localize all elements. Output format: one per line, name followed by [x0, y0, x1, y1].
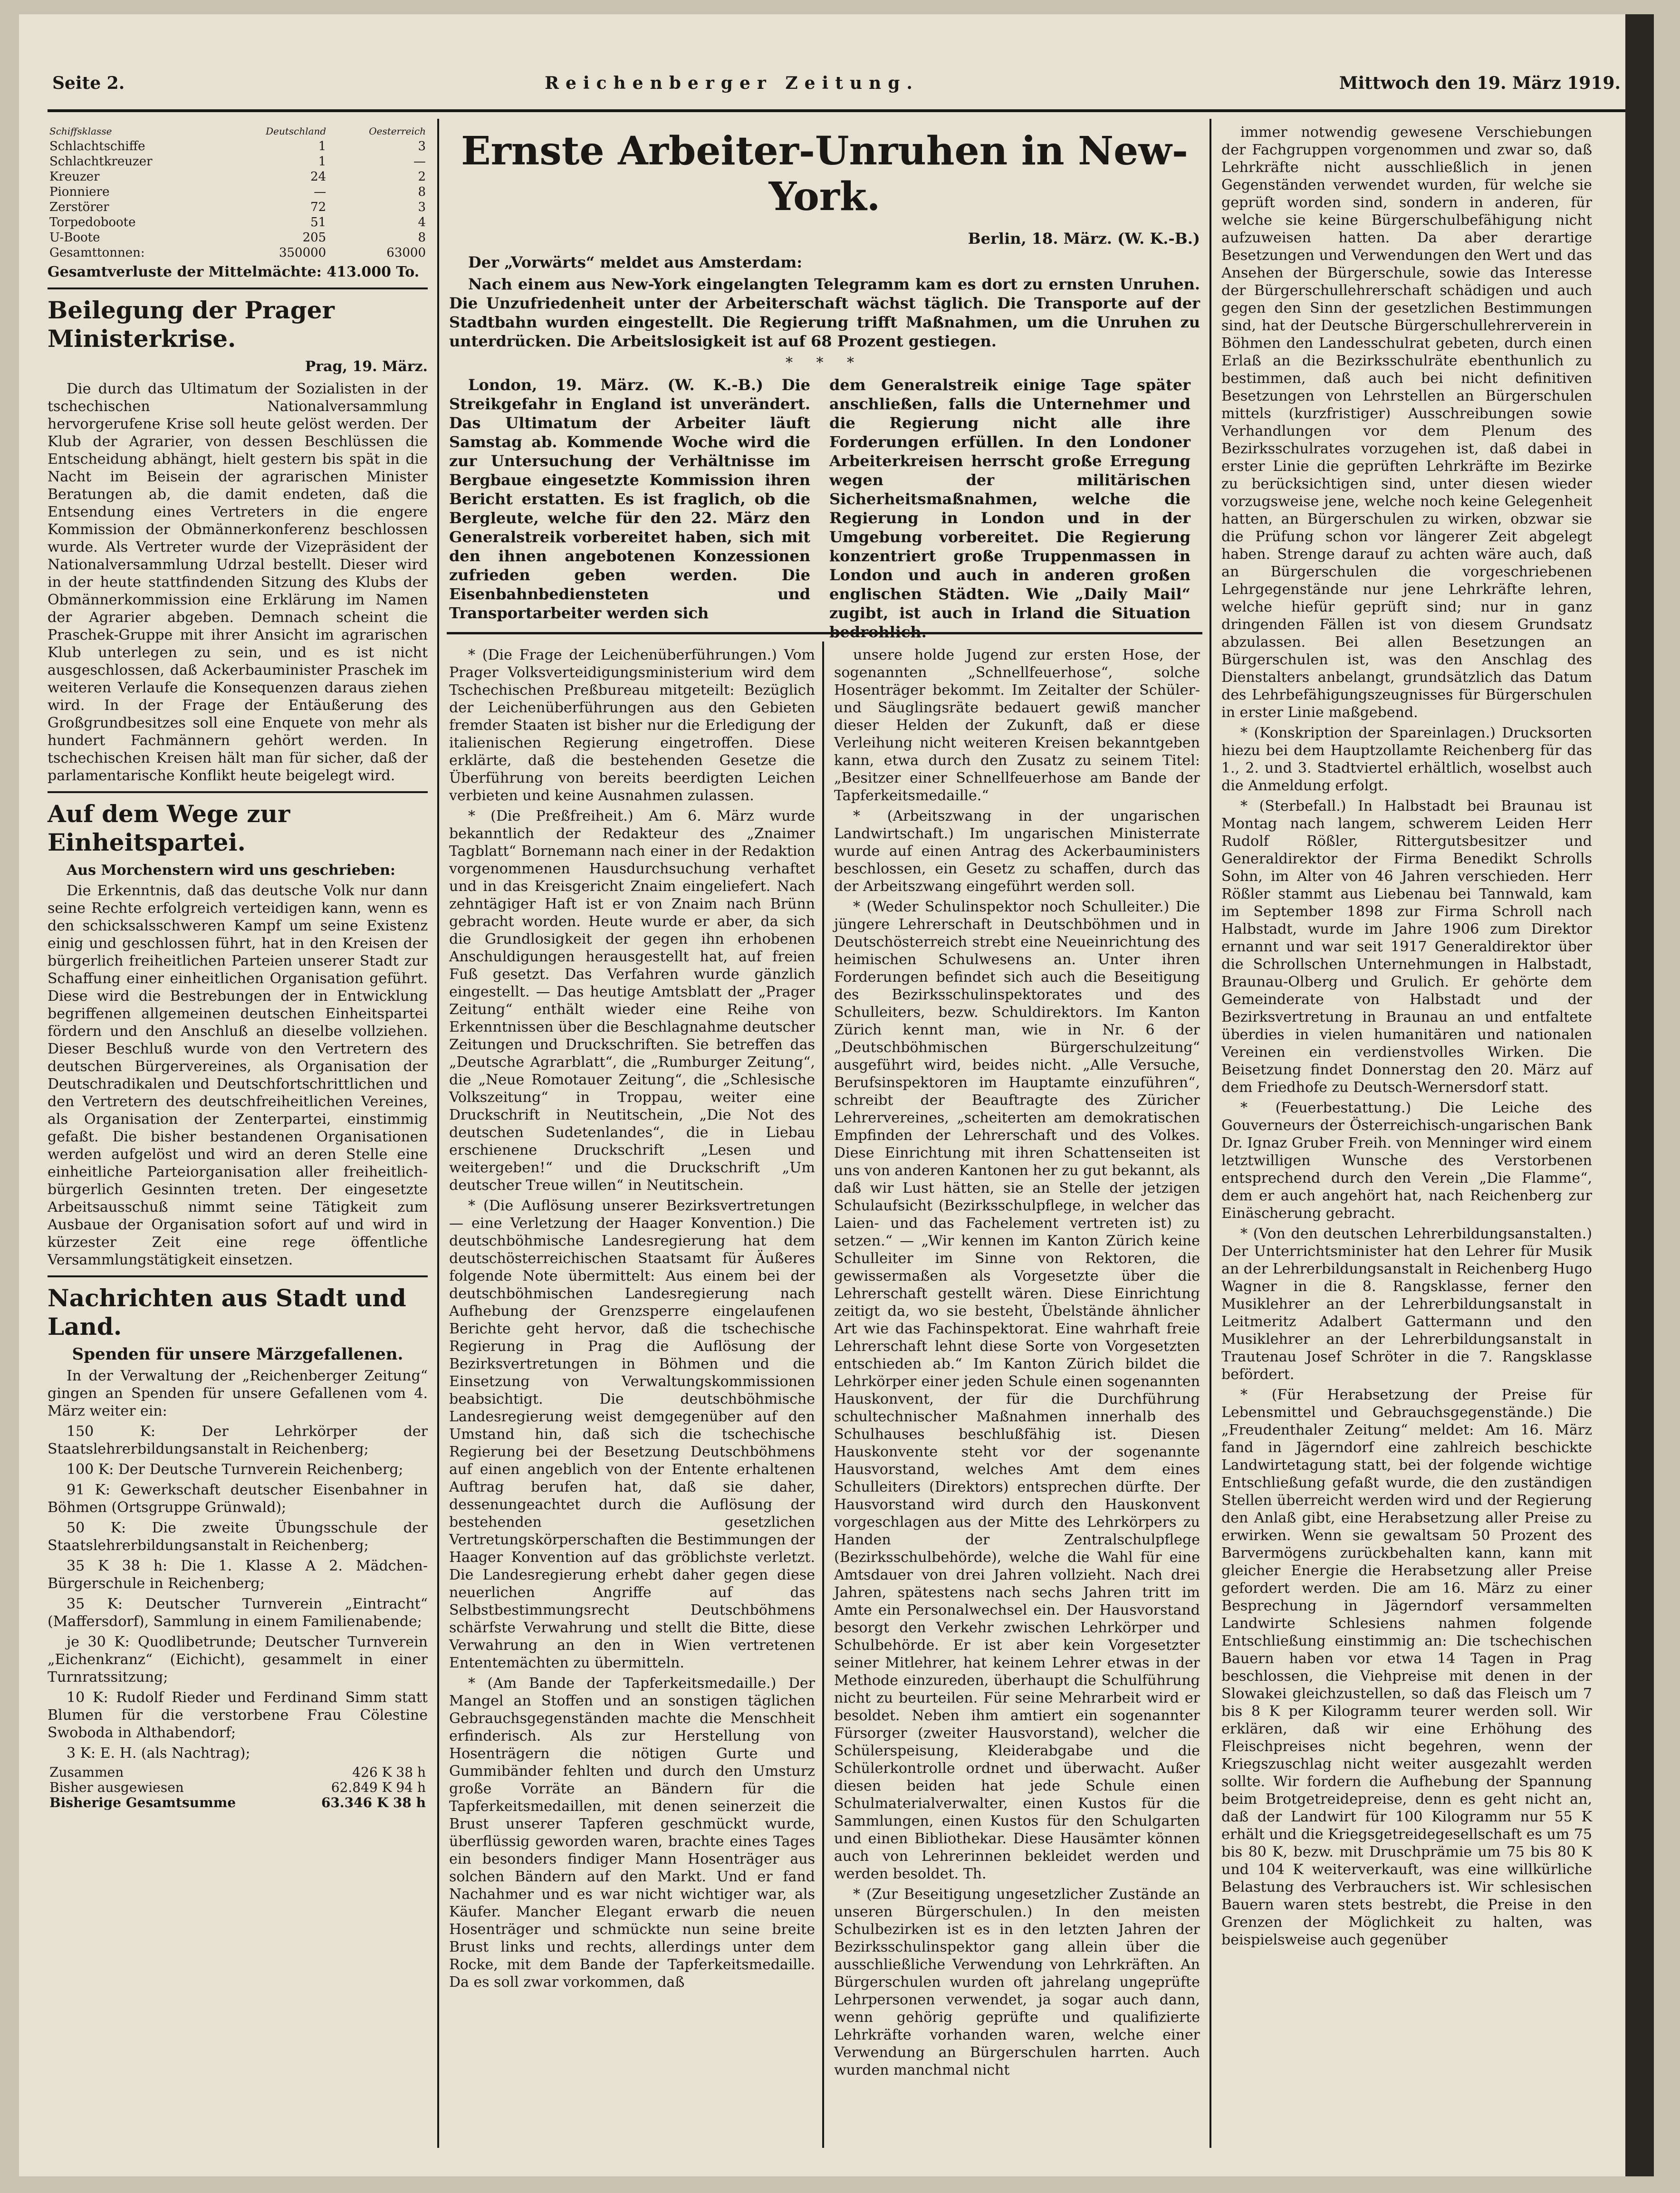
table-cell: 3 — [418, 139, 426, 153]
table-cell: 4 — [418, 215, 426, 230]
table-cell: Kreuzer — [49, 170, 100, 184]
table-header: Schiffsklasse — [49, 125, 112, 137]
article-heading: Auf dem Wege zur Einheitspartei. — [48, 800, 290, 856]
table-cell: 72 — [310, 200, 326, 214]
separator-stars: * * * — [785, 354, 864, 371]
article-text: Die durch das Ultimatum der Sozialisten in der tschechischen Nationalversammlung hervorgerufene Krise soll heute gelöst werden. Der Klub der Agrarier, von dessen Beschlüssen die Entscheidung abhängt, hielt gestern bis spät in die Nacht im Beisein der agrarischen Minister Beratungen ab, die damit endeten, daß die Entsendung eines Vertreters in die engere Kommission der Obmännerkonferenz beschlossen wurde. Als Vertreter wurde der Vizepräsident der Nationalversammlung Udrzal bestellt. Dieser wird in der heute stattfindenden Sitzung des Klubs der Obmännerkommission eine Erklärung im Namen der Agrarier abgeben. Demnach scheint die Praschek-Gruppe mit ihrer Ansicht im agrarischen Klub unterlegen zu sein, und es ist nicht ausgeschlossen, daß Ackerbauminister Praschek im weiteren Verlaufe die Konsequenzen daraus ziehen wird. In der Frage der Entäußerung des Großgrundbesitzes soll eine Enquete von mehr als hundert Fachmännern gehört werden. In tschechischen Kreisen hält man für sicher, daß der parlamentarische Konflikt heute beigelegt wird. — [48, 381, 428, 784]
newspaper-page — [19, 14, 1654, 2176]
donation-item: 91 K: Gewerkschaft deutscher Eisenbahner in Böhmen (Ortsgruppe Grünwald); — [48, 1482, 428, 1516]
table-cell: U-Boote — [49, 230, 100, 245]
london-report — [449, 375, 1190, 622]
donation-item: 100 K: Der Deutsche Turnverein Reichenberg; — [67, 1461, 403, 1478]
table-cell: 51 — [310, 215, 326, 230]
column-2 — [449, 646, 815, 2148]
london-text-left: London, 19. März. (W. K.-B.) Die Streikgefahr in England ist unverändert. Das Ultimatum der Arbeiter läuft Samstag ab. Kommende Woche wird die zur Untersuchung der Verhältnisse im Bergbaue eingesetzte Kommission ihren Bericht erstatten. Es ist fraglich, ob die Bergleute, welche für den 22. März den Generalstreik vorbereitet haben, sich mit den ihnen angebotenen Konzessionen zufrieden geben werden. Die Eisenbahnbediensteten und Transportarbeiter werden sich — [449, 376, 810, 622]
table-row — [48, 139, 428, 154]
table-cell: Zerstörer — [49, 200, 109, 214]
donation-item: 50 K: Die zweite Übungsschule der Staatslehrerbildungsanstalt in Reichenberg; — [48, 1520, 428, 1554]
page-header — [52, 62, 1621, 105]
table-row — [48, 154, 428, 169]
sum-value: 426 K 38 h — [352, 1764, 426, 1780]
prev-value: 62.849 K 94 h — [331, 1780, 426, 1795]
sum-label: Zusammen — [49, 1764, 124, 1780]
column-rule — [1210, 119, 1211, 2148]
table-cell: — — [413, 154, 426, 169]
table-cell: 2 — [418, 170, 426, 184]
total-value: 63.346 K 38 h — [321, 1795, 426, 1810]
main-intro: Der „Vorwärts“ meldet aus Amsterdam: — [468, 253, 803, 271]
donation-item: je 30 K: Quodlibetrunde; Deutscher Turnverein „Eichenkranz“ (Eichicht), gesammelt in einer Turnratssitzung; — [48, 1634, 428, 1685]
divider — [48, 791, 428, 793]
article-text: * (Konskription der Spareinlagen.) Drucksorten hiezu bei dem Hauptzollamte Reichenberg für das 1., 2. und 3. Stadtviertel erhältlich, woselbst auch die Anmeldung erfolgt. — [1221, 725, 1592, 794]
donation-item: 35 K: Deutscher Turnverein „Eintracht“ (Maffersdorf), Sammlung in einem Familienabende; — [48, 1596, 428, 1630]
fleet-loss-table — [48, 124, 428, 260]
table-cell: 8 — [418, 230, 426, 245]
page-number: Seite 2. — [52, 73, 125, 93]
article-dateline: Prag, 19. März. — [305, 358, 428, 375]
article-text: * (Feuerbestattung.) Die Leiche des Gouverneurs der Österreichisch-ungarischen Bank Dr. Ignaz Gruber Freih. von Menninger wird einem letztwilligen Wunsche des Verstorbenen entsprechend durch den Verein „Die Flamme“, dem er auch angehört hat, nach Reichenberg zur Einäscherung gebracht. — [1221, 1100, 1592, 1222]
table-cell: 1 — [318, 154, 326, 169]
donation-list — [48, 1423, 428, 1762]
prev-label: Bisher ausgewiesen — [49, 1780, 184, 1795]
main-text: Nach einem aus New-York eingelangten Telegramm kam es dort zu ernsten Unruhen. Die Unzufriedenheit unter der Arbeiterschaft wächst täglich. Die Transporte auf der Stadtbahn wurden eingestellt. Die Regierung trifft Maßnahmen, um die Unruhen zu unterdrücken. Die Arbeitslosigkeit ist auf 68 Prozent gestiegen. — [449, 275, 1200, 350]
article-text: * (Für Herabsetzung der Preise für Lebensmittel und Gebrauchsgegenstände.) Die „Freudenthaler Zeitung“ meldet: Am 16. März fand in Jägerndorf eine zahlreich beschickte Landwirtetagung statt, bei der folgende wichtige Entschließung gefaßt wurde, die den zuständigen Stellen überreicht werden wird und der Regierung den Anlaß gibt, eine Herabsetzung aller Preise zu erwirken. Wenn sie gewaltsam 50 Prozent des Barvermögens zurückbehalten kann, kann mit gleicher Energie die Herabsetzung aller Preise gefordert werden. Die am 16. März zu einer Besprechung in Jägerndorf versammelten Landwirte Schlesiens nahmen folgende Entschließung einstimmig an: Die tschechischen Bauern haben vor etwa 14 Tagen in Prag beschlossen, die Viehpreise mit denen in der Slowakei gleichzustellen, so daß das Fleisch um 7 bis 8 K per Kilogramm teurer werden soll. Wir erklären, daß wir eine Erhöhung des Fleischpreises nicht begehren, wenn der Kriegszuschlag nicht weiter ausgezahlt werden sollte. Wir fordern die Aufhebung der Spannung beim Brotgetreidepreise, denn es geht nicht an, daß der Landwirt für 100 Kilogramm nur 55 K erhält und die Kriegsgetreidegesellschaft es um 75 bis 80 K, bezw. mit Druschprämie um 75 bis 80 K und 104 K weiterverkauft, was eine willkürliche Belastung des Verbrauchers ist. Wir schlesischen Bauern waren stets bestrebt, die Preise in den Grenzen der Möglichkeit zu halten, was beispielsweise auch gegenüber — [1221, 1387, 1592, 1948]
article-text: * (Arbeitszwang in der ungarischen Landwirtschaft.) Im ungarischen Ministerrate wurde auf einen Antrag des Ackerbauministers beschlossen, ein Gesetz zu schaffen, durch das der Arbeitszwang eingeführt werden soll. — [834, 808, 1200, 895]
donation-item: 3 K: E. H. (als Nachtrag); — [67, 1745, 250, 1762]
article-text: * (Die Auflösung unserer Bezirksvertretungen — eine Verletzung der Haager Konvention.) Die deutschböhmische Landesregierung hat dem deutschösterreichischen Staatsamt für Äußeres folgende Note übermittelt: Aus einem bei der deutschböhmischen Landesregierung nach Aufhebung der Grenzsperre eingelaufenen Berichte geht hervor, daß die tschechische Regierung in Prag die Auflösung der Bezirksvertretungen in Böhmen und die Einsetzung von Verwaltungskommissionen beabsichtigt. Die deutschböhmische Landesregierung weist demgegenüber auf den Umstand hin, daß sich die tschechische Regierung bei der Besetzung Deutschböhmens auf einen angeblich von der Entente erhaltenen Auftrag berufen hat, daß sie daher, dessenungeachtet durch die Auflösung der bestehenden gesetzlichen Vertretungskörperschaften die Bestimmungen der Haager Konvention auf das gröblichste verletzt. Die Landesregierung erhebt daher gegen diese neuerlichen Angriffe auf das Selbstbestimmungsrecht Deutschböhmens schärfste Verwahrung und stellt die Bitte, diese Verwahrung an den in Wien vertretenen Ententemächten zu übermitteln. — [449, 1197, 815, 1671]
article-text: * (Sterbefall.) In Halbstadt bei Braunau ist Montag nach langem, schwerem Leiden Herr Rudolf Rößler, Rittergutsbesitzer und Generaldirektor der Firma Benedikt Schrolls Sohn, im Alter von 46 Jahren verschieden. Herr Rößler stammt aus Liebenau bei Tannwald, kam im September 1898 zur Firma Schroll nach Halbstadt, wurde im Jahre 1906 zum Direktor ernannt und war seit 1917 Generaldirektor über die Schrollschen Unternehmungen in Halbstadt, Braunau-Olberg und Grulich. Er gehörte dem Gemeinderate von Halbstadt und der Bezirksvertretung in Braunau an und entfaltete überdies in vielen humanitären und nationalen Vereinen ein verdienstvolles Wirken. Die Beisetzung findet Donnerstag den 20. März auf dem Friedhofe zu Deutsch-Wernersdorf statt. — [1221, 798, 1592, 1096]
london-right — [829, 375, 1190, 622]
main-dateline: Berlin, 18. März. (W. K.-B.) — [968, 230, 1200, 248]
donation-totals — [48, 1765, 428, 1810]
table-header: Deutschland — [266, 125, 326, 137]
issue-date: Mittwoch den 19. März 1919. — [1339, 73, 1621, 93]
table-row — [48, 200, 428, 215]
divider — [48, 287, 428, 289]
table-row — [48, 169, 428, 184]
page-binding-edge — [1625, 14, 1654, 2176]
donation-item: 35 K 38 h: Die 1. Klasse A 2. Mädchen-Bürgerschule in Reichenberg; — [48, 1558, 428, 1592]
section-subheading: Spenden für unsere Märzgefallenen. — [72, 1345, 403, 1364]
table-cell: 205 — [302, 230, 326, 245]
column-4 — [1221, 124, 1592, 2148]
loss-summary: Gesamtverluste der Mittelmächte: 413.000 To. — [48, 264, 420, 280]
column-rule — [822, 642, 824, 2148]
article-text: * (Weder Schulinspektor noch Schulleiter.) Die jüngere Lehrerschaft in Deutschböhmen und in Deutschösterreich strebt eine Neueinrichtung des heimischen Schulwesens an. Unter ihren Forderungen befindet sich auch die Beseitigung des Bezirksschulinspektorates und des Schulleiters, bezw. Schuldirektors. Im Kanton Zürich kennt man, wie in Nr. 6 der „Deutschböhmischen Bürgerschulzeitung“ ausgeführt wird, beides nicht. „Alle Versuche, Berufsinspektoren im Hauptamte einzuführen“, schreibt der Beauftragte des Züricher Lehrervereines, „scheiterten am demokratischen Empfinden der Lehrerschaft und des Volkes. Diese Einrichtung mit ihren Schattenseiten ist uns von anderen Kantonen her zu gut bekannt, als daß wir Lust hätten, sie an Stelle der jetzigen Schulaufsicht (Bezirksschulpflege, in welcher das Laien- und das Fachelement vertreten ist) zu setzen.“ — „Wir kennen im Kanton Zürich keine Schulleiter im Sinne von Rektoren, die gewissermaßen als Vorgesetzte über die Lehrerschaft gestellt wären. Diese Einrichtung zeitigt da, wo sie besteht, Übelstände ähnlicher Art wie das Fachinspektorat. Eine wahrhaft freie Lehrerschaft lehnt diese Sorte von Vorgesetzten entschieden ab.“ Im Kanton Zürich bildet die Lehrkörper einer jeden Schule einen sogenannten Hauskonvent, der für die Durchführung schultechnischer Maßnahmen innerhalb des Schulhauses beschlußfähig ist. Diesen Hauskonvente steht vor der sogenannte Hausvorstand, welches Amt dem eines Schulleiters (Direktors) entsprechen dürfte. Der Hausvorstand wird durch den Hauskonvent vorgeschlagen aus der Mitte des Lehrkörpers zu Handen der Zentralschulpflege (Bezirksschulbehörde), welche die Wahl für eine Amtsdauer von drei Jahren vollzieht. Nach drei Jahren, spätestens nach sechs Jahren tritt im Amte ein Personalwechsel ein. Der Hausvorstand besorgt den Verkehr zwischen Lehrkörper und Schulbehörde. Er ist aber kein Vorgesetzter seiner Mitlehrer, hat keinem Lehrer etwas in der Methode einzureden, überhaupt die Schulführung nicht zu beurteilen. Für seine Mehrarbeit wird er besoldet. Neben ihm amtiert ein sogenannter Fürsorger (zweiter Hausvorstand), welcher die Schülerspeisung, Kleiderabgabe und die Schülerkontrolle ordnet und überwacht. Außer diesen beiden hat jede Schule einen Schulmaterialverwalter, einen Kustos für die Sammlungen, einen Kustos für den Schulgarten und einen Bibliothekar. Diese Hausämter können auch von Lehrerinnen bekleidet werden und werden besoldet. Th. — [834, 899, 1200, 1882]
total-label: Bisherige Gesamtsumme — [49, 1795, 236, 1810]
main-story-rule — [447, 632, 1202, 634]
column-rule — [437, 119, 439, 2148]
table-header: Oesterreich — [369, 125, 426, 137]
header-rule — [48, 109, 1625, 112]
table-row — [48, 184, 428, 200]
table-cell: 3 — [418, 200, 426, 214]
table-cell: Torpedoboote — [49, 215, 136, 230]
main-headline: Ernste Arbeiter-Unruhen in New-York. — [461, 128, 1188, 220]
article-text: Die Erkenntnis, daß das deutsche Volk nur dann seine Rechte erfolgreich verteidigen kann, wenn es den schicksalsschweren Kampf um seine Existenz einig und geschlossen führt, hat in den Kreisen der bürgerlich freiheitlichen Parteien unserer Stadt zur Schaffung einer einheitlichen Organisation geführt. Diese wird die Bestrebungen der in Entwicklung begriffenen allgemeinen deutschen Einheitspartei fördern und den Anschluß an dieselbe vollziehen. Dieser Beschluß wurde von den Vertretern des deutschen Bürgervereines, als Organisation der Deutschradikalen und Deutschfortschrittlichen und den Vertretern des deutschfreiheitlichen Vereines, als Organisation der Zenterpartei, einstimmig gefaßt. Die bisher bestandenen Organisationen werden aufgelöst und wird an deren Stelle eine einheitliche Parteiorganisation aller freiheitlich-bürgerlich Gesinnten treten. Der eingesetzte Arbeitsausschuß nimmt seine Tätigkeit zum Ausbaue der Organisation sofort auf und wird in kürzester Zeit eine rege öffentliche Versammlungstätigkeit einsetzen. — [48, 882, 428, 1268]
table-cell: 24 — [310, 170, 326, 184]
table-row — [48, 215, 428, 230]
table-cell: 8 — [418, 185, 426, 199]
london-text-right: dem Generalstreik einige Tage später anschließen, falls die Unternehmer und die Regierung nicht alle ihre Forderungen erfüllen. In den Londoner Arbeiterkreisen herrscht große Erregung wegen der militärischen Sicherheitsmaßnahmen, welche die Regierung in London und in der Umgebung vorbereitet. Die Regierung konzentriert große Truppenmassen in London und auch in anderen großen englischen Städten. Wie „Daily Mail“ zugibt, ist auch in Irland die Situation — [829, 376, 1190, 622]
london-left — [449, 375, 810, 622]
table-cell: Pionniere — [49, 185, 110, 199]
article-heading: Beilegung der Prager Ministerkrise. — [48, 296, 335, 353]
table-cell: 1 — [318, 139, 326, 153]
article-text: * (Am Bande der Tapferkeitsmedaille.) Der Mangel an Stoffen und an sonstigen täglichen Gebrauchsgegenständen machte die Menschheit erfinderisch. Als zur Herstellung von Hosenträgern die nötigen Gurte und Gummibänder fehlten und durch den Umsturz große Vorräte an Bändern für die Tapferkeitsmedaillen, mit denen seinerzeit die Brust unserer Tapferen geschmückt wurde, überflüssig geworden waren, brachte eines Tages ein besonders findiger Mann Hosenträger aus solchen Bändern auf den Markt. Und er fand Nachahmer und es war nicht wichtiger war, als Käufer. Mancher Elegant erwarb die neuen Hosenträger und schmückte nun seine breite Brust links und rechts, allerdings unter dem Rocke, mit dem Bande der Tapferkeitsmedaille. Da es soll zwar vorkommen, daß — [449, 1675, 815, 1991]
table-cell: — — [314, 185, 326, 199]
article-text: * (Zur Beseitigung ungesetzlicher Zustände an unseren Bürgerschulen.) In den meisten Schulbezirken ist es in den letzten Jahren der Bezirksschulinspektor gang allein über die ausschließliche Verwendung von Lehrkräften. An Bürgerschulen wurden oft jahrelang ungeprüfte Lehrpersonen verwendet, ja sogar auch dann, wenn gehörig geprüfte und qualifizierte Lehrkräfte vorhanden waren, welche einer Verwendung an Bürgerschulen harrten. Auch wurden manchmal nicht — [834, 1886, 1200, 2078]
section-heading: Nachrichten aus Stadt und Land. — [48, 1284, 406, 1341]
article-text: immer notwendig gewesene Verschiebungen der Fachgruppen vorgenommen und zwar so, daß Lehrkräfte nicht ausschließlich in jenen Gegenständen verwendet wurden, für welche sie geprüft worden sind, sondern in anderen, für welche sie keine Bürgerschulbefähigung nicht aufzuweisen hatten. Da aber derartige Besetzungen und Verwendungen den Wert und das Ansehen der Bürgerschule, sowie das Interesse der Bürgerschullehrerschaft schädigen und auch gegen den Sinn der gesetzlichen Bestimmungen sind, hat der Deutsche Bürgerschullehrerverein in Böhmen den Landesschulrat gebeten, durch einen Erlaß an die Bezirksschulräte ebenthunlich zu bestimmen, daß auch bei nicht definitiven Besetzungen von Lehrstellen an Bürgerschulen mittels (kurzfristiger) Ausschreibungen sowie Verhandlungen vor dem Plenum des Bezirksschulrates vorzugehen ist, daß dabei in erster Linie die geprüften Lehrkräfte im Bezirke zu berücksichtigen sind, unter diesen wieder vorzugsweise jene, welche noch keine Gelegenheit hatten, an Bürgerschulen zu wirken, obzwar sie die Prüfung schon vor längerer Zeit abgelegt haben. Strenge darauf zu achten wäre auch, daß an Bürgerschulen die vorgeschriebenen Lehrgegenstände nur jene Lehrkräfte lehren, welche hiefür geprüft sind; nur in ganz dringenden Fällen ist von diesem Grundsatz abzulassen. Bei allen Besetzungen an Bürgerschulen ist, was den Anschlag des Dienstalters anbelangt, grundsätzlich das Datum des Lehrbefähigungszeugnisses für Bürgerschulen in erster Linie maßgebend. — [1221, 124, 1592, 721]
table-row — [48, 230, 428, 245]
table-cell: Schlachtschiffe — [49, 139, 145, 153]
donation-item: 10 K: Rudolf Rieder und Ferdinand Simm statt Blumen für die verstorbene Frau Cölestine Swoboda in Althabendorf; — [48, 1689, 428, 1741]
table-total-at: 63000 — [386, 246, 426, 260]
table-cell: Schlachtkreuzer — [49, 154, 153, 169]
table-total-label: Gesamttonnen: — [49, 246, 145, 260]
article-text: * (Von den deutschen Lehrerbildungsanstalten.) Der Unterrichtsminister hat den Lehrer für Musik an der Lehrerbildungsanstalt in Reichenberg Hugo Wagner in die 8. Rangsklasse, ferner den Musiklehrer an der Lehrerbildungsanstalt in Leitmeritz Adalbert Gattermann und den Musiklehrer an der Lehrerbildungsanstalt in Trautenau Josef Schröter in die 7. Rangsklasse befördert. — [1221, 1226, 1592, 1383]
article-text: In der Verwaltung der „Reichenberger Zeitung“ gingen an Spenden für unsere Gefallenen vom 4. März weiter ein: — [48, 1368, 428, 1419]
article-text: * (Die Preßfreiheit.) Am 6. März wurde bekanntlich der Redakteur des „Znaimer Tagblatt“ Bornemann nach einer in der Redaktion vorgenommenen Hausdurchsuchung verhaftet und in das Kreisgericht Znaim eingeliefert. Nach zehntägiger Haft ist er von Znaim nach Brünn gebracht worden. Heute wurde er aber, da sich die Grundlosigkeit der gegen ihn erhobenen Anschuldigungen herausgestellt hat, auf freien Fuß gesetzt. Das Verfahren wurde gänzlich eingestellt. — Das heutige Amtsblatt der „Prager Zeitung“ enthält wieder eine Reihe von Erkenntnissen über die Beschlagnahme deutscher Zeitungen und Druckschriften. Sie betreffen das „Deutsche Agrarblatt“, die „Rumburger Zeitung“, die „Neue Romotauer Zeitung“, die „Schlesische Volkszeitung“ in Troppau, weiter eine Druckschrift in Neutitschein, „Die Not des deutschen Sudetenlandes“, die in Liebau erschienene Druckschrift „Lesen und weitergeben!“ und die Druckschrift „Um deutscher Treue willen“ in Neutitschein. — [449, 808, 815, 1194]
article-subheading: Aus Morchenstern wird uns geschrieben: — [67, 862, 395, 879]
article-text: unsere holde Jugend zur ersten Hose, der sogenannten „Schnellfeuerhose“, solche Hosenträger bekommt. Im Zeitalter der Schüler- und Säuglingsräte bedauert gewiß mancher dieser Helden der Zukunft, daß er diese Verleihung nicht weiteren Kreisen bekanntgeben kann, etwa durch den Zusatz zu seinem Titel: „Besitzer einer Schnellfeuerhose am Bande der Tapferkeitsmedaille.“ — [834, 647, 1200, 804]
article-text: * (Die Frage der Leichenüberführungen.) Vom Prager Volksverteidigungsministerium wird dem Tschechischen Preßbureau mitgeteilt: Bezüglich der Leichenüberführungen aus den Gebieten fremder Staaten ist bisher nur die Erledigung der italienischen Regierung eingetroffen. Diese erklärte, daß die bestehenden Gesetze die Überführung von bereits beerdigten Leichen verbieten und keine Ausnahmen zulassen. — [449, 647, 815, 804]
donation-item: 150 K: Der Lehrkörper der Staatslehrerbildungsanstalt in Reichenberg; — [48, 1423, 428, 1457]
table-total-de: 350000 — [278, 246, 326, 260]
divider — [48, 1275, 428, 1277]
column-1 — [48, 124, 428, 2148]
column-3 — [834, 646, 1200, 2148]
newspaper-title: Reichenberger Zeitung. — [545, 73, 919, 93]
